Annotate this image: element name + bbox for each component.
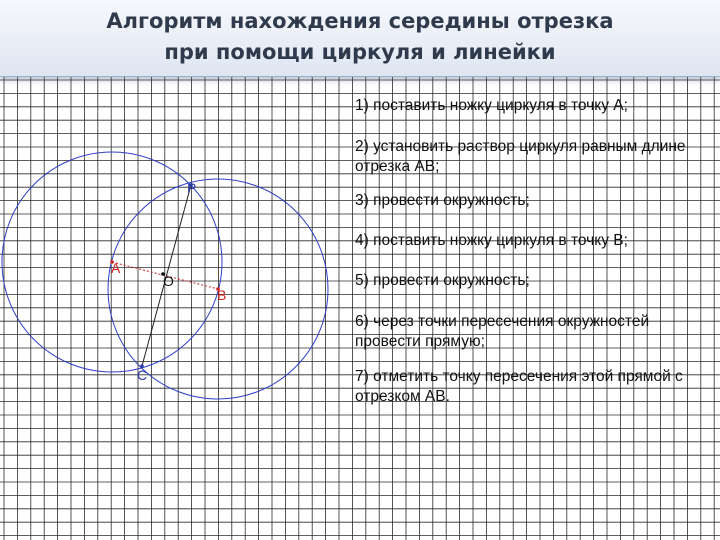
point-a-label: А [111,260,121,276]
title-line-1: Алгоритм нахождения середины отрезка [106,9,614,33]
step-1: 1) поставить ножку циркуля в точку А; [355,97,628,114]
step-6: 6) через точки пересечения окружностей провести прямую; [355,313,650,350]
step-5: 5) провести окружность; [355,272,530,289]
step-2: 2) установить раствор циркуля равным длине отрезка АВ; [355,138,686,175]
point-b-label: В [217,287,227,303]
point-p-label: Р [187,180,197,196]
title-bar [0,0,720,77]
step-3: 3) провести окружность; [355,192,530,209]
point-o-label: О [163,273,174,289]
step-4: 4) поставить ножку циркуля в точку В; [355,232,628,249]
step-7: 7) отметить точку пересечения этой прямой с отрезком АВ. [355,368,683,405]
title-line-2: при помощи циркуля и линейки [164,40,556,64]
point-c-label: С [137,367,148,383]
slide-title [0,6,720,68]
